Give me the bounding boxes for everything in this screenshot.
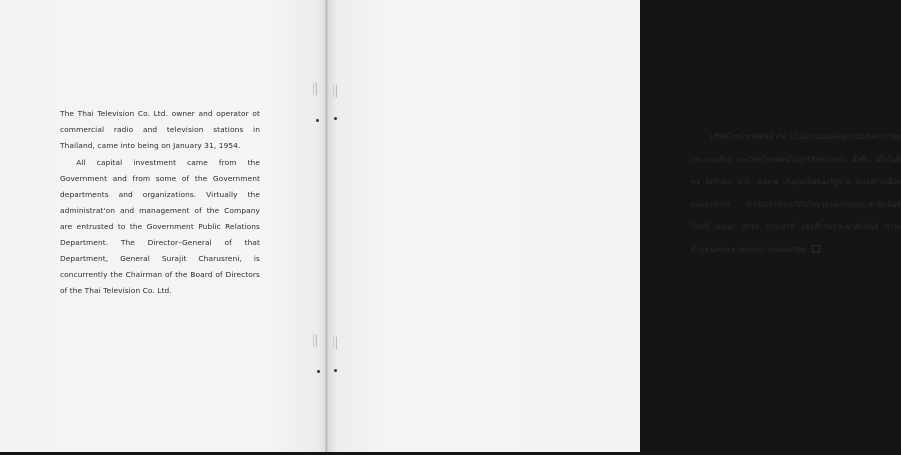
speck-mark: [316, 119, 319, 122]
staple-top-right: [333, 84, 337, 98]
english-paragraph-1: The Thai Television Co. Ltd. owner and operator ot commercial radio and television stations in Thailand, came into being on January 31, 1954.: [60, 109, 260, 150]
speck-mark: [317, 370, 320, 373]
staple-top: [313, 82, 317, 96]
thai-paragraph-text: บริษัทไทยโทรทัศน์จำกัด เป็นเจ้าของและผู้ดำเนินกิจการวิทยุกระจายเสียง และวิทยุโทรทัศน์ในรูปบริษัทการค้า ตั้งขึ้น เมื่อวันที่ ๓๑ มกราคม พ.ศ. ๒๔๙๗ เงินทุนเป็นของรัฐบาล ทบวงการเมือง และองค์การ ดำเนินการภายใต้นโยบายของกรมประชาสัมพันธ์ โดยมี พลเอก สุรจิต จารุเศรนี อธิบดีกรมประชาสัมพันธ์ ดำรงตำแหน่งประธานกรรมการของบริษัท: [691, 132, 901, 254]
binding-gutter: [325, 0, 328, 452]
staple-bottom: [313, 334, 317, 348]
box-icon: [812, 245, 820, 253]
english-paragraph-2: All capital investment came from the Government and from some of the Government departments and organizations. Virtually the administrat'on and management of the Company are entrusted to the Government Public Relations Department. The Director–General of that Department, General Surajit Charusreni, is concurrently the Chairman of the Board of Directors of the Thai Television Co. Ltd.: [60, 158, 260, 295]
right-page: [327, 0, 901, 452]
speck-mark: [334, 369, 337, 372]
speck-mark: [334, 117, 337, 120]
thai-text-block: [691, 126, 901, 261]
left-page: [0, 0, 327, 452]
thai-paragraph: [691, 126, 901, 261]
english-text-block: [60, 106, 260, 299]
staple-bottom-right: [333, 336, 337, 350]
